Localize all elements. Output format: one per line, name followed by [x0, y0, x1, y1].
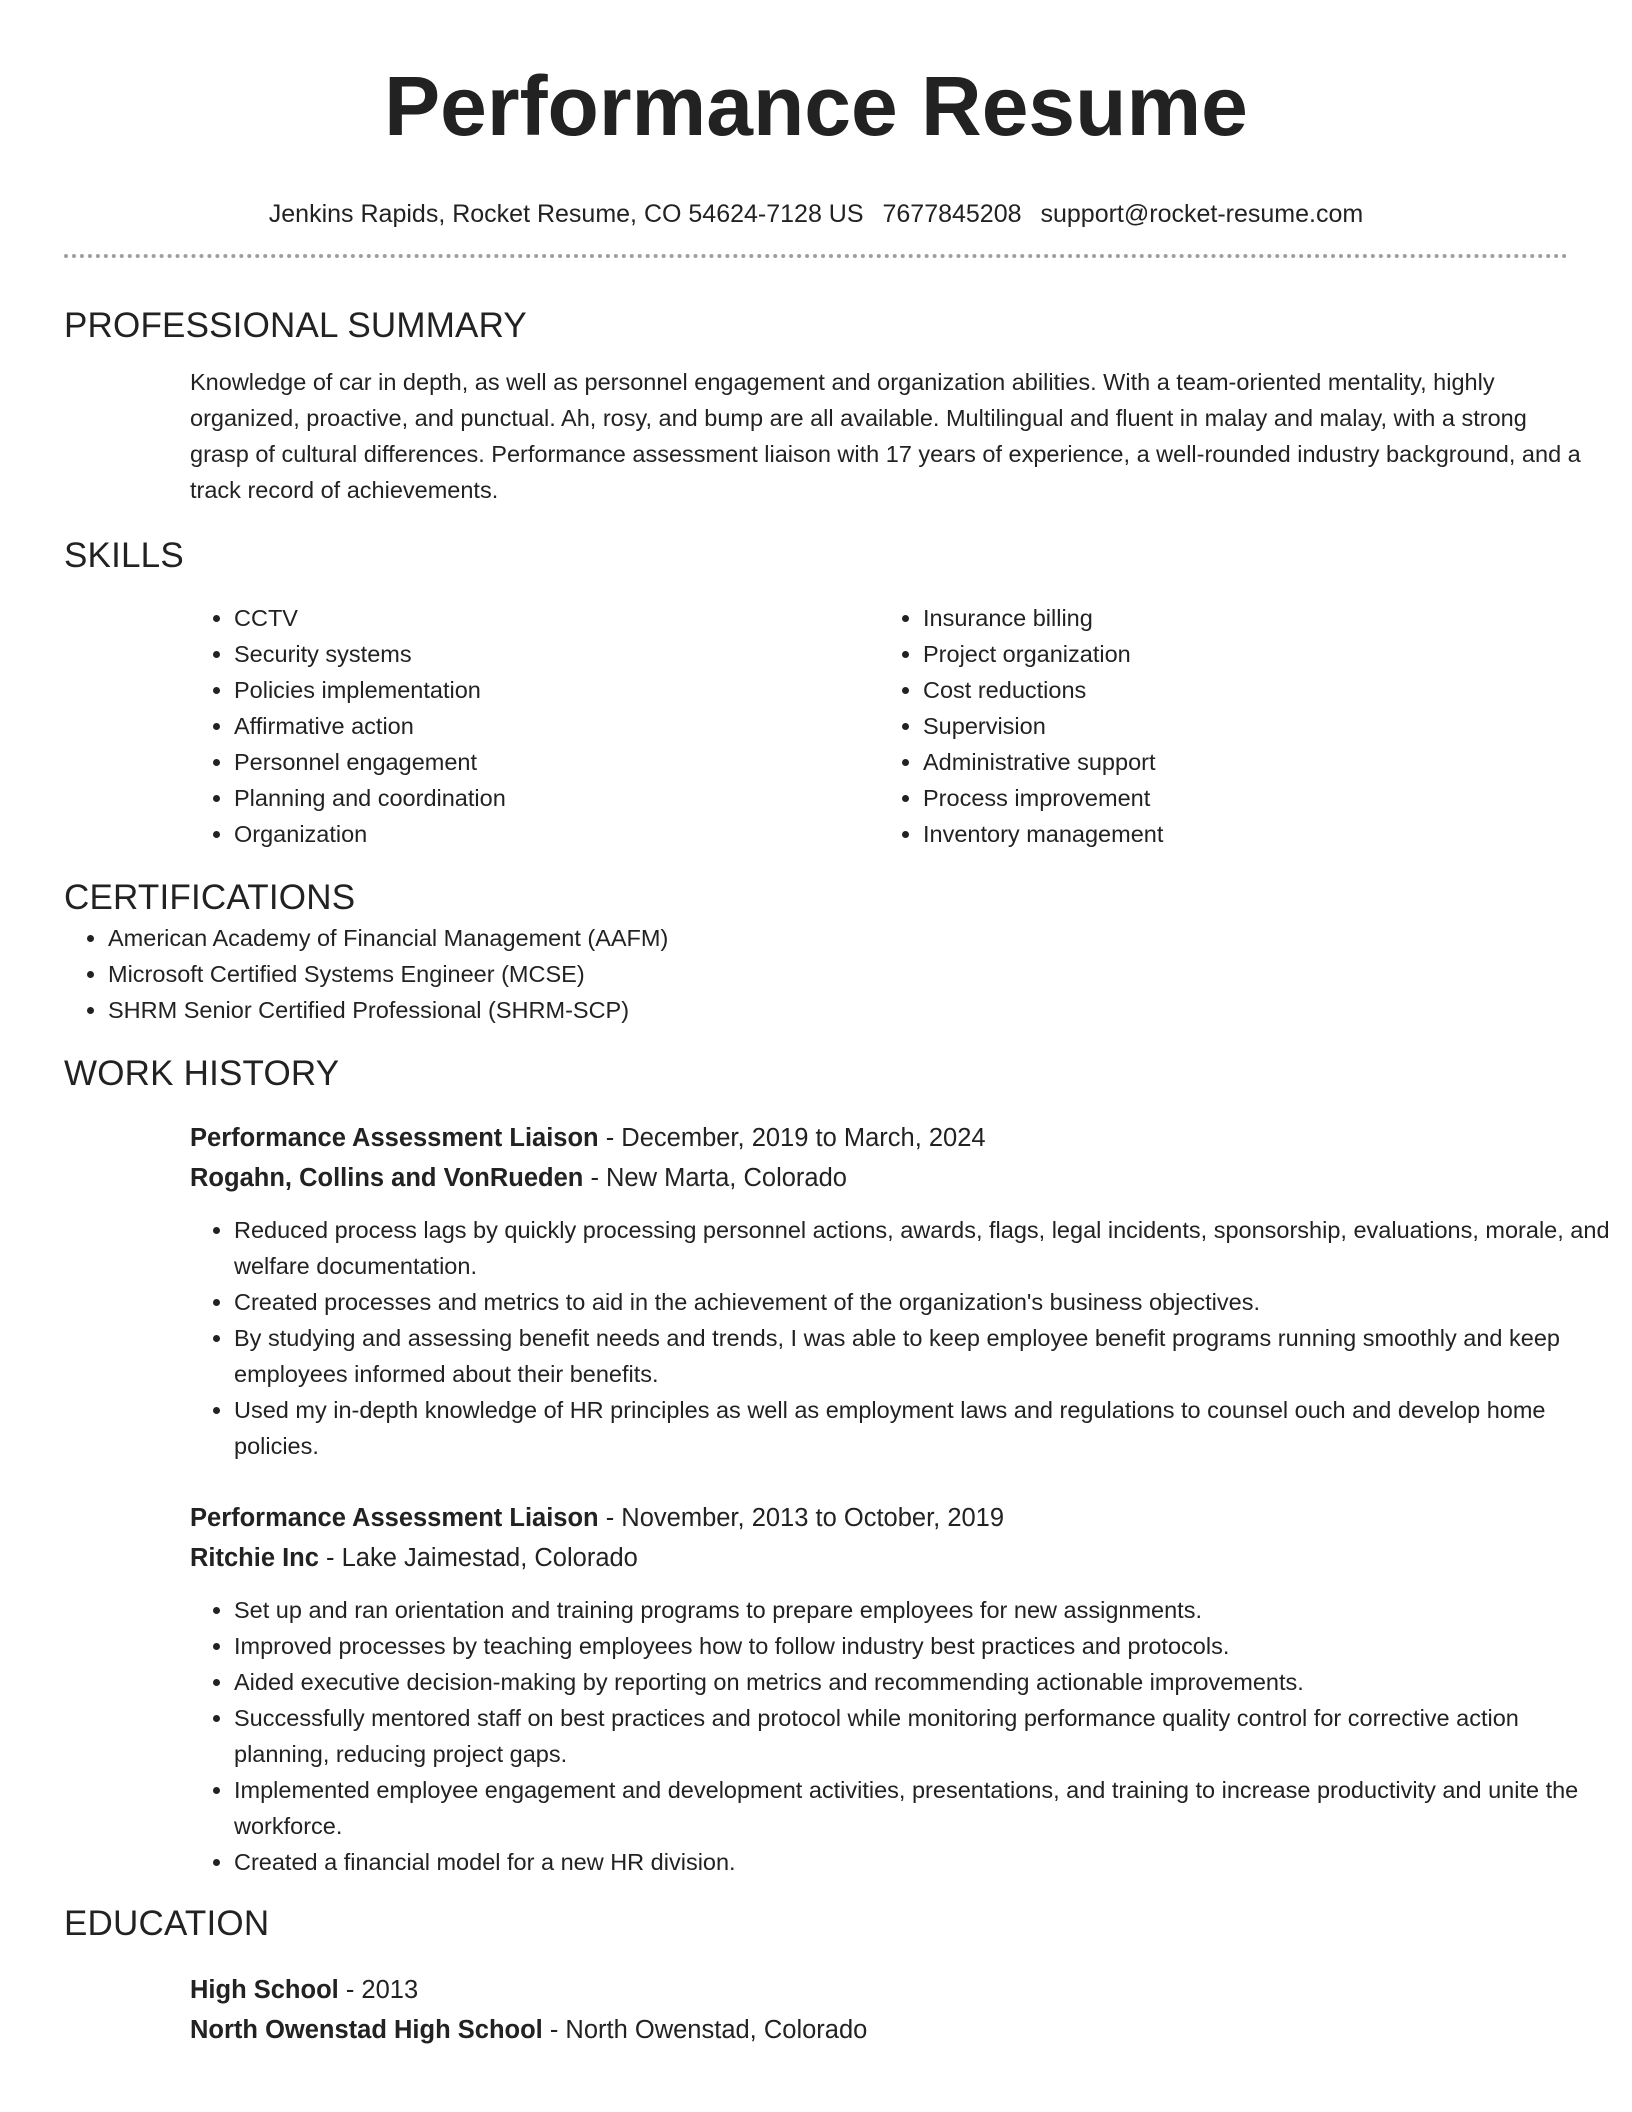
education-degree: High School: [190, 1976, 339, 2004]
skill-item: • CCTV: [234, 600, 879, 636]
job-company-line: [190, 1538, 1568, 1578]
job-company: Rogahn, Collins and VonRueden: [190, 1164, 584, 1192]
education-school-line: [190, 2010, 1568, 2050]
job-dates: - December, 2019 to March, 2024: [598, 1124, 986, 1152]
job-bullet: • Improved processes by teaching employees how to follow industry best practices and protocols.: [234, 1628, 1614, 1664]
job-bullet: • Implemented employee engagement and development activities, presentations, and training to increase productivity and unite the workforce.: [234, 1772, 1614, 1844]
skills-heading: SKILLS: [64, 536, 184, 575]
job-bullet: • Set up and ran orientation and training programs to prepare employees for new assignments.: [234, 1592, 1614, 1628]
job-title-line: [190, 1118, 1568, 1158]
job-entry: [190, 1118, 1610, 1464]
resume-page: [64, 0, 1610, 2050]
contact-address: Jenkins Rapids, Rocket Resume, CO 54624-7128 US: [268, 200, 864, 228]
job-title: Performance Assessment Liaison: [190, 1504, 599, 1532]
certification-item: • SHRM Senior Certified Professional (SHRM-SCP): [108, 992, 1568, 1028]
job-entry: [190, 1498, 1579, 1880]
certifications-heading: CERTIFICATIONS: [64, 878, 356, 917]
skill-item: • Inventory management: [923, 816, 1568, 852]
certifications-list: [64, 920, 1568, 1028]
education-school: North Owenstad High School: [190, 2016, 543, 2044]
skill-item: • Supervision: [923, 708, 1568, 744]
resume-title: Performance Resume: [384, 59, 1248, 153]
job-title: Performance Assessment Liaison: [190, 1124, 599, 1152]
skill-item: • Personnel engagement: [234, 744, 879, 780]
skill-item: • Project organization: [923, 636, 1568, 672]
education-heading: EDUCATION: [64, 1904, 270, 1943]
job-company: Ritchie Inc: [190, 1544, 319, 1572]
header-divider: [64, 254, 1568, 258]
skill-item: • Process improvement: [923, 780, 1568, 816]
certification-item: • American Academy of Financial Management (AAFM): [108, 920, 1568, 956]
job-bullet: • Reduced process lags by quickly processing personnel actions, awards, flags, legal incidents, sponsorship, evaluations, morale, and welfare documentation.: [234, 1212, 1614, 1284]
skill-item: • Planning and coordination: [234, 780, 879, 816]
summary-text: Knowledge of car in depth, as well as personnel engagement and organization abilities. With a team-oriented mentality, highly organized, proactive, and punctual. Ah, rosy, and bump are all available. Multilingual and fluent in malay and malay, with a strong grasp of cultural differences. Performance assessment liaison with 17 years of experience, a well-rounded industry background, and a track record of achievements.: [190, 369, 1581, 503]
job-bullets: [190, 1592, 1614, 1880]
contact-email[interactable]: support@rocket-resume.com: [1040, 200, 1364, 228]
skill-item: • Affirmative action: [234, 708, 879, 744]
certification-item: • Microsoft Certified Systems Engineer (MCSE): [108, 956, 1568, 992]
skill-item: • Administrative support: [923, 744, 1568, 780]
job-bullet: • Successfully mentored staff on best practices and protocol while monitoring performance quality control for corrective action planning, reducing project gaps.: [234, 1700, 1614, 1772]
skills-column-right: [879, 600, 1568, 852]
summary-heading: PROFESSIONAL SUMMARY: [64, 306, 527, 345]
contact-phone: 7677845208: [882, 200, 1022, 228]
education-entry: [190, 1970, 1568, 2050]
skill-item: • Organization: [234, 816, 879, 852]
job-bullet: • Created a financial model for a new HR division.: [234, 1844, 1614, 1880]
job-bullet: • By studying and assessing benefit needs and trends, I was able to keep employee benefit programs running smoothly and keep employees informed about their benefits.: [234, 1320, 1614, 1392]
job-dates: - November, 2013 to October, 2019: [598, 1504, 1005, 1532]
education-year: - 2013: [338, 1976, 419, 2004]
job-location: - Lake Jaimestad, Colorado: [318, 1544, 638, 1572]
skill-item: • Security systems: [234, 636, 879, 672]
skills-list: [190, 600, 1568, 852]
job-bullet: • Aided executive decision-making by reporting on metrics and recommending actionable improvements.: [234, 1664, 1614, 1700]
skills-column-left: [190, 600, 879, 852]
education-degree-line: [190, 1970, 1568, 2010]
work-history-heading: WORK HISTORY: [64, 1054, 340, 1093]
job-bullet: • Created processes and metrics to aid in the achievement of the organization's business objectives.: [234, 1284, 1614, 1320]
job-company-line: [190, 1158, 1568, 1198]
skill-item: • Cost reductions: [923, 672, 1568, 708]
job-bullet: • Used my in-depth knowledge of HR principles as well as employment laws and regulations to counsel ouch and develop home policies.: [234, 1392, 1614, 1464]
skill-item: • Insurance billing: [923, 600, 1568, 636]
education-location: - North Owenstad, Colorado: [542, 2016, 868, 2044]
skill-item: • Policies implementation: [234, 672, 879, 708]
job-title-line: [190, 1498, 1568, 1538]
job-bullets: [190, 1212, 1614, 1464]
job-location: - New Marta, Colorado: [583, 1164, 847, 1192]
contact-line: [64, 198, 1568, 230]
